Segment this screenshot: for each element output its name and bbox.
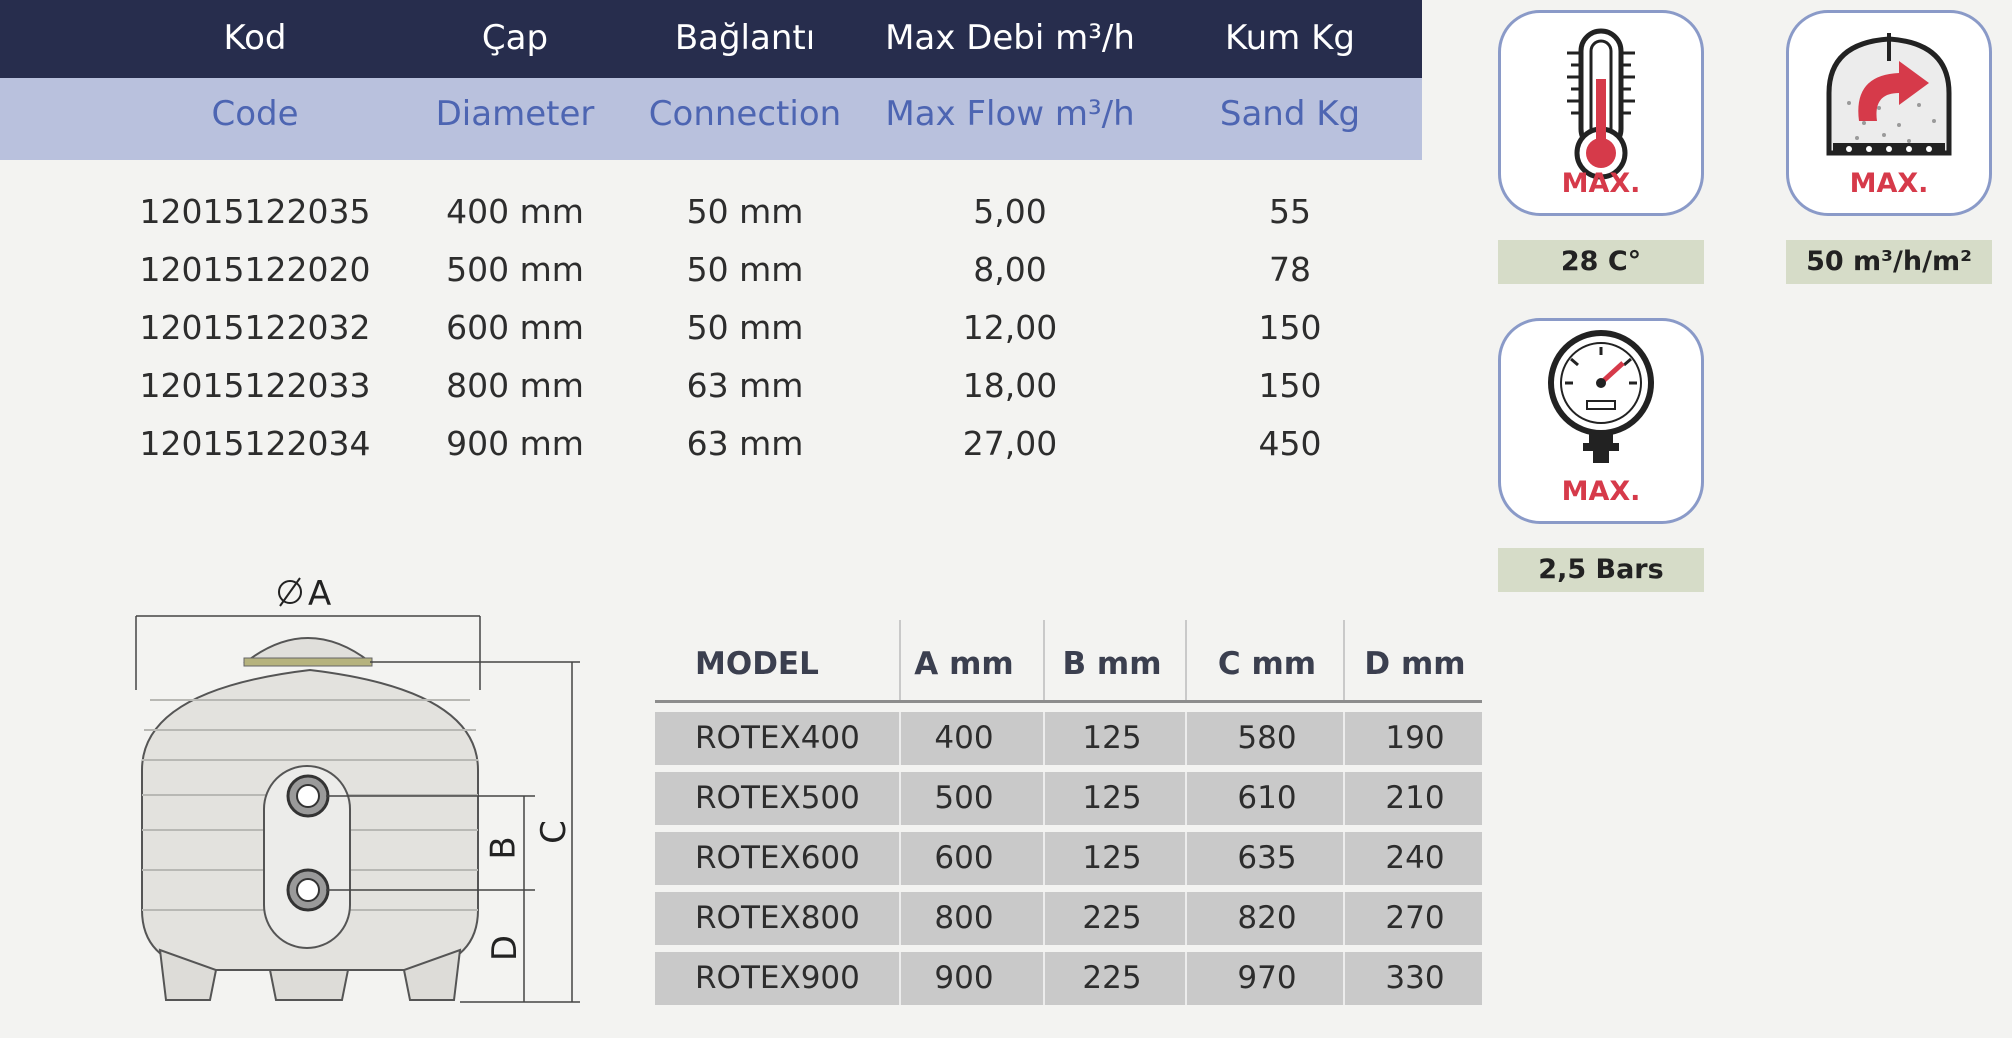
cell-connection: 63 mm — [686, 424, 804, 463]
max-label: MAX. — [1849, 168, 1929, 199]
cell-b: 125 — [1082, 720, 1142, 756]
header-kum: Kum Kg — [1225, 18, 1355, 58]
dimension-label-c: C — [533, 820, 574, 844]
dimension-label-b: B — [483, 836, 524, 860]
cell-flow: 12,00 — [962, 308, 1058, 347]
header-diameter: Diameter — [435, 94, 595, 134]
model-row — [655, 712, 1482, 765]
cell-c: 610 — [1237, 780, 1297, 816]
header-d: D mm — [1364, 646, 1466, 682]
cell-d: 330 — [1385, 960, 1445, 996]
cell-flow: 18,00 — [962, 366, 1058, 405]
header-baglanti: Bağlantı — [674, 18, 816, 58]
cell-sand: 450 — [1258, 424, 1322, 463]
cell-model: ROTEX900 — [695, 960, 860, 996]
flow-card — [1786, 10, 1992, 216]
pressure-card — [1498, 318, 1704, 524]
spec-table-header-tr — [0, 0, 1422, 78]
dimension-label-a: A — [308, 574, 332, 614]
cell-c: 820 — [1237, 900, 1297, 936]
cell-flow: 27,00 — [962, 424, 1058, 463]
cell-code: 12015122033 — [139, 366, 371, 405]
cell-a: 600 — [934, 840, 994, 876]
cell-b: 225 — [1082, 960, 1142, 996]
cell-model: ROTEX500 — [695, 780, 860, 816]
cell-a: 500 — [934, 780, 994, 816]
header-kod: Kod — [223, 18, 287, 58]
dimension-label-d: D — [485, 934, 526, 962]
cell-c: 970 — [1237, 960, 1297, 996]
cell-flow: 8,00 — [973, 250, 1047, 289]
max-label: MAX. — [1561, 168, 1641, 199]
cell-code: 12015122020 — [139, 250, 371, 289]
spec-row — [0, 418, 1422, 474]
cell-sand: 150 — [1258, 308, 1322, 347]
header-connection: Connection — [648, 94, 842, 134]
cell-b: 225 — [1082, 900, 1142, 936]
cell-b: 125 — [1082, 780, 1142, 816]
cell-sand: 55 — [1269, 192, 1311, 231]
cell-d: 270 — [1385, 900, 1445, 936]
header-max-debi: Max Debi m³/h — [885, 18, 1135, 58]
header-code: Code — [211, 94, 299, 134]
cell-flow: 5,00 — [973, 192, 1047, 231]
column-divider — [1043, 832, 1045, 885]
cell-code: 12015122034 — [139, 424, 371, 463]
cell-d: 210 — [1385, 780, 1445, 816]
cell-sand: 150 — [1258, 366, 1322, 405]
model-table-header — [655, 620, 1482, 700]
column-divider — [1043, 892, 1045, 945]
header-max-flow: Max Flow m³/h — [885, 94, 1135, 134]
header-c: C mm — [1217, 646, 1317, 682]
cell-a: 900 — [934, 960, 994, 996]
cell-sand: 78 — [1269, 250, 1311, 289]
cell-diameter: 600 mm — [446, 308, 584, 347]
header-b: B mm — [1062, 646, 1162, 682]
cell-b: 125 — [1082, 840, 1142, 876]
cell-model: ROTEX800 — [695, 900, 860, 936]
header-model: MODEL — [695, 646, 819, 682]
cell-code: 12015122035 — [139, 192, 371, 231]
header-cap: Çap — [481, 18, 549, 58]
cell-diameter: 400 mm — [446, 192, 584, 231]
cell-connection: 50 mm — [686, 250, 804, 289]
model-row — [655, 832, 1482, 885]
column-divider — [1043, 620, 1045, 700]
cell-a: 400 — [934, 720, 994, 756]
header-sand: Sand Kg — [1219, 94, 1361, 134]
cell-d: 240 — [1385, 840, 1445, 876]
cell-connection: 50 mm — [686, 192, 804, 231]
spec-row — [0, 302, 1422, 358]
cell-model: ROTEX600 — [695, 840, 860, 876]
spec-row — [0, 360, 1422, 416]
pressure-value-badge: 2,5 Bars — [1498, 548, 1704, 592]
cell-model: ROTEX400 — [695, 720, 860, 756]
cell-a: 800 — [934, 900, 994, 936]
cell-diameter: 800 mm — [446, 366, 584, 405]
header-a: A mm — [914, 646, 1014, 682]
cell-c: 635 — [1237, 840, 1297, 876]
cell-diameter: 900 mm — [446, 424, 584, 463]
cell-connection: 50 mm — [686, 308, 804, 347]
cell-code: 12015122032 — [139, 308, 371, 347]
max-label: MAX. — [1561, 476, 1641, 507]
model-row — [655, 892, 1482, 945]
cell-d: 190 — [1385, 720, 1445, 756]
spec-row — [0, 186, 1422, 242]
filter-dimension-drawing — [120, 570, 600, 1020]
model-row — [655, 772, 1482, 825]
temperature-value-badge: 28 C° — [1498, 240, 1704, 284]
flow-value-badge: 50 m³/h/m² — [1786, 240, 1992, 284]
spec-row — [0, 244, 1422, 300]
column-divider — [1043, 952, 1045, 1005]
header-rule — [655, 700, 1482, 703]
cell-diameter: 500 mm — [446, 250, 584, 289]
cell-c: 580 — [1237, 720, 1297, 756]
spec-table-header-en — [0, 78, 1422, 160]
model-row — [655, 952, 1482, 1005]
column-divider — [1043, 712, 1045, 765]
cell-connection: 63 mm — [686, 366, 804, 405]
column-divider — [1043, 772, 1045, 825]
temperature-card — [1498, 10, 1704, 216]
